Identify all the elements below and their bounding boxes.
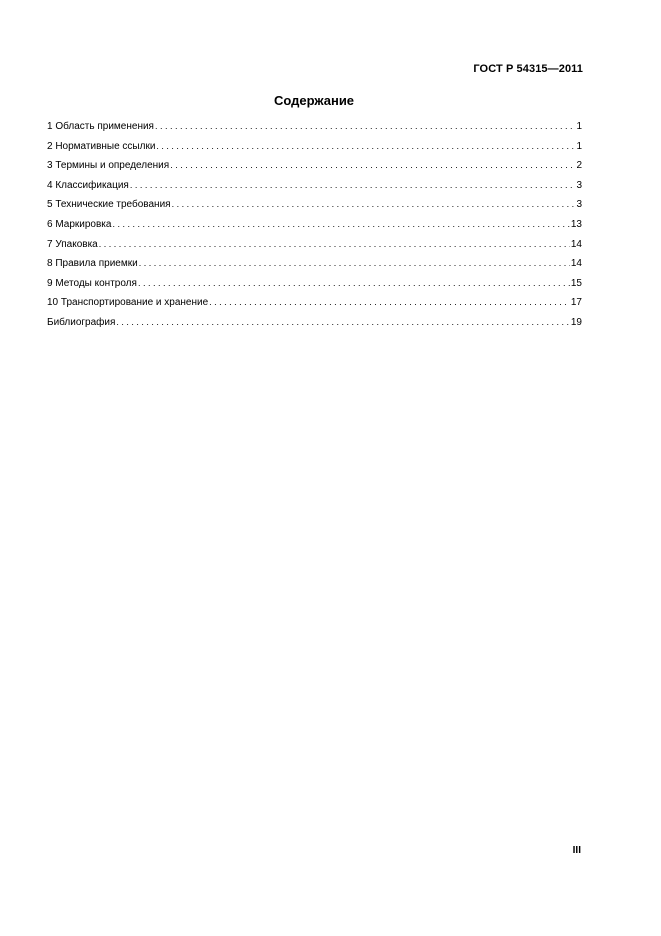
toc-entry-bibliography[interactable] (47, 315, 582, 335)
toc-leader-dots (130, 178, 576, 192)
toc-entry-label: 2 Нормативные ссылки (47, 140, 156, 152)
toc-leader-dots (155, 119, 575, 133)
toc-entry-terms[interactable] (47, 158, 582, 178)
toc-leader-dots (139, 256, 570, 270)
toc-entry-label: 9 Методы контроля (47, 277, 137, 289)
toc-entry-label: 3 Термины и определения (47, 160, 170, 172)
toc-entry-page: 15 (570, 277, 582, 289)
toc-entry-page: 14 (570, 238, 582, 250)
toc-leader-dots (99, 237, 570, 251)
toc-entry-page: 1 (576, 121, 582, 132)
toc-entry-label: 1 Область применения (47, 121, 154, 132)
toc-leader-dots (170, 158, 575, 172)
toc-entry-classification[interactable] (47, 178, 582, 198)
toc-entry-page: 2 (576, 160, 582, 172)
toc-entry-page: 17 (570, 297, 582, 309)
toc-leader-dots (209, 295, 570, 309)
toc-leader-dots (116, 315, 569, 329)
toc-entry-packaging[interactable] (47, 237, 582, 257)
table-of-contents (47, 119, 582, 335)
toc-entry-label: 5 Технические требования (47, 199, 171, 211)
toc-entry-label: 7 Упаковка (47, 238, 98, 250)
toc-entry-normative-references[interactable] (47, 139, 582, 159)
toc-entry-page: 14 (570, 258, 582, 270)
toc-leader-dots (156, 139, 575, 153)
toc-entry-transport-storage[interactable] (47, 295, 582, 315)
toc-entry-label: 4 Классификация (47, 179, 129, 191)
toc-leader-dots (172, 197, 576, 211)
toc-leader-dots (112, 217, 569, 231)
toc-entry-page: 13 (570, 218, 582, 230)
toc-title: Содержание (273, 93, 355, 108)
toc-entry-label: 6 Маркировка (47, 218, 112, 230)
toc-entry-label: Библиография (47, 316, 116, 328)
toc-leader-dots (138, 276, 570, 290)
toc-entry-label: 10 Транспортирование и хранение (47, 297, 209, 309)
toc-entry-marking[interactable] (47, 217, 582, 237)
toc-entry-page: 19 (570, 316, 582, 328)
document-code: ГОСТ Р 54315—2011 (473, 63, 583, 75)
toc-entry-technical-requirements[interactable] (47, 197, 582, 217)
toc-entry-test-methods[interactable] (47, 276, 582, 296)
toc-entry-label: 8 Правила приемки (47, 258, 138, 270)
toc-entry-scope[interactable] (47, 119, 582, 139)
page-number: III (572, 845, 581, 856)
toc-entry-page: 3 (576, 179, 582, 191)
toc-entry-acceptance-rules[interactable] (47, 256, 582, 276)
toc-entry-page: 1 (576, 140, 582, 152)
toc-entry-page: 3 (576, 199, 582, 211)
